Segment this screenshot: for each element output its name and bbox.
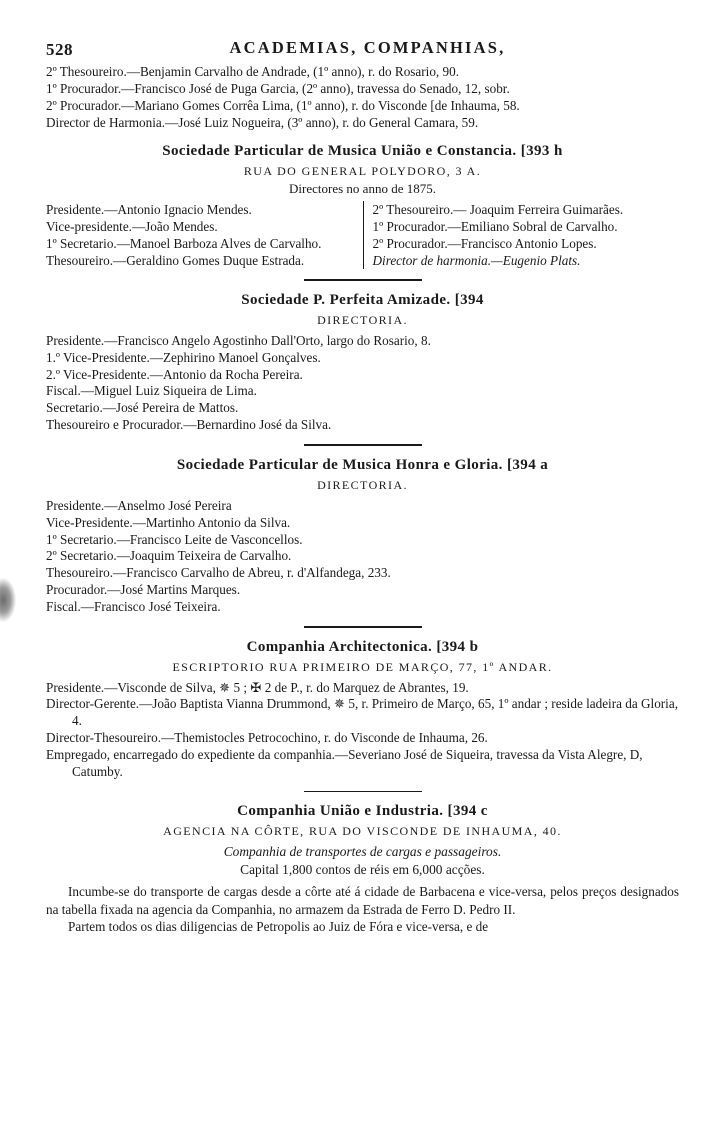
section-uniao-constancia [46, 143, 679, 270]
section-title [46, 803, 679, 820]
section-title-text: Sociedade Particular de Musica Honra e Gloria. [176, 456, 503, 473]
paragraph: Partem todos os dias diligencias de Petropolis ao Juiz de Fóra e vice-versa, e de [68, 918, 489, 934]
list-item: Empregado, encarregado do expediente da companhia.—Severiano José de Siqueira, travessa da Vista Alegre, D, Catumby. [46, 747, 643, 779]
list-item: Presidente.—Visconde de Silva, ✵ 5 ; ✠ 2 de P., r. do Marquez de Abrantes, 19. [46, 679, 469, 695]
list-item: Thesoureiro e Procurador.—Bernardino José da Silva. [46, 417, 332, 433]
section-divider [304, 444, 422, 446]
list-item: 1º Secretario.—Manoel Barboza Alves de Carvalho. [46, 235, 322, 251]
list-item: 2º Procurador.—Francisco Antonio Lopes. [372, 235, 597, 251]
list-item: Procurador.—José Martins Marques. [46, 582, 241, 598]
section-reference: [394 [454, 291, 484, 308]
officers-two-column [46, 201, 679, 270]
section-reference: [394 b [436, 638, 479, 655]
list-item: Presidente.—Anselmo José Pereira [46, 497, 232, 513]
list-item: Fiscal.—Miguel Luiz Siqueira de Lima. [46, 383, 257, 399]
list-item: Vice-Presidente.—Martinho Antonio da Silva. [46, 514, 291, 530]
section-honra-gloria [46, 457, 679, 616]
list-item: 1º Secretario.—Francisco Leite de Vasconcellos. [46, 531, 303, 547]
list-item: 2º Thesoureiro.—Benjamin Carvalho de Andrade, (1º anno), r. do Rosario, 90. [46, 64, 459, 79]
paragraph: Incumbe-se do transporte de cargas desde a côrte até á cidade de Barbacena e vice-versa, pelos preços designados na tabella fixada na agencia da Companhia, no armazem da Estrada de Ferro D. Pedro II. [46, 884, 679, 917]
officers-column-right [363, 201, 680, 270]
page-number: 528 [46, 40, 73, 59]
section-title [46, 457, 679, 474]
section-address: AGENCIA NA CÔRTE, RUA DO VISCONDE DE INHAUMA, 40. [163, 824, 562, 839]
section-title [46, 292, 679, 309]
list-item: 1º Procurador.—Francisco José de Puga Garcia, (2º anno), travessa do Senado, 12, sobr. [46, 80, 510, 96]
section-address: RUA DO GENERAL POLYDORO, 3 A. [243, 163, 482, 178]
list-item: Secretario.—José Pereira de Mattos. [46, 400, 239, 416]
officers-list [46, 680, 679, 781]
running-head: ACADEMIAS, COMPANHIAS, [229, 38, 506, 57]
officers-list [46, 333, 679, 434]
page-edge-artifact [0, 578, 16, 622]
list-item: 2.º Vice-Presidente.—Antonio da Rocha Pereira. [46, 366, 303, 382]
section-address: ESCRIPTORIO RUA PRIMEIRO DE MARÇO, 77, 1º ANDAR. [172, 659, 553, 674]
section-capital: Capital 1,800 contos de réis em 6,000 acções. [240, 862, 485, 878]
list-item: Presidente.—Francisco Angelo Agostinho Dall'Orto, largo do Rosario, 8. [46, 332, 431, 348]
column-divider [363, 201, 364, 270]
section-subheading: DIRECTORIA. [317, 312, 408, 327]
list-item: 1º Procurador.—Emiliano Sobral de Carvalho. [372, 218, 618, 234]
section-title-text: Companhia Architectonica. [246, 638, 433, 655]
section-reference: [394 a [507, 456, 549, 473]
list-item: 2º Procurador.—Mariano Gomes Corrêa Lima, (1º anno), r. do Visconde [de Inhauma, 58. [46, 97, 520, 113]
section-divider [304, 279, 422, 281]
section-reference: [393 h [520, 142, 563, 159]
section-divider [304, 626, 422, 628]
list-item: 1.º Vice-Presidente.—Zephirino Manoel Gonçalves. [46, 349, 321, 365]
section-tagline: Companhia de transportes de cargas e passageiros. [223, 844, 502, 860]
list-item: Thesoureiro.—Geraldino Gomes Duque Estrada. [46, 253, 305, 269]
list-item: Director de Harmonia.—José Luiz Nogueira, (3º anno), r. do General Camara, 59. [46, 114, 479, 130]
list-item: 2º Secretario.—Joaquim Teixeira de Carvalho. [46, 548, 292, 564]
section-companhia-architectonica [46, 639, 679, 781]
section-title-text: Companhia União e Industria. [237, 803, 444, 820]
section-body [46, 883, 679, 934]
section-title-text: Sociedade Particular de Musica União e Constancia. [162, 142, 517, 159]
list-item: Director-Thesoureiro.—Themistocles Petrocochino, r. do Visconde de Inhauma, 26. [46, 730, 488, 746]
section-subheading: DIRECTORIA. [317, 477, 408, 492]
section-perfeita-amizade [46, 292, 679, 434]
list-item: Vice-presidente.—João Mendes. [46, 218, 218, 234]
list-item: 2º Thesoureiro.— Joaquim Ferreira Guimarães. [372, 201, 624, 217]
section-companhia-uniao-industria [46, 803, 679, 934]
page-header [46, 38, 679, 64]
list-item: Presidente.—Antonio Ignacio Mendes. [46, 201, 252, 217]
officers-column-left [46, 201, 363, 270]
section-title [46, 143, 679, 160]
section-title-text: Sociedade P. Perfeita Amizade. [241, 291, 451, 308]
section-title [46, 639, 679, 656]
officers-list [46, 498, 679, 616]
section-divider [304, 791, 422, 793]
list-item: Fiscal.—Francisco José Teixeira. [46, 599, 221, 615]
continued-entries [46, 64, 679, 132]
list-item: Thesoureiro.—Francisco Carvalho de Abreu, r. d'Alfandega, 233. [46, 565, 391, 581]
section-subtitle: Directores no anno de 1875. [289, 180, 436, 196]
section-reference: [394 c [447, 803, 488, 820]
list-item: Director de harmonia.—Eugenio Plats. [372, 253, 581, 269]
list-item: Director-Gerente.—João Baptista Vianna Drummond, ✵ 5, r. Primeiro de Março, 65, 1º andar ; reside ladeira da Gloria, 4. [46, 696, 678, 729]
